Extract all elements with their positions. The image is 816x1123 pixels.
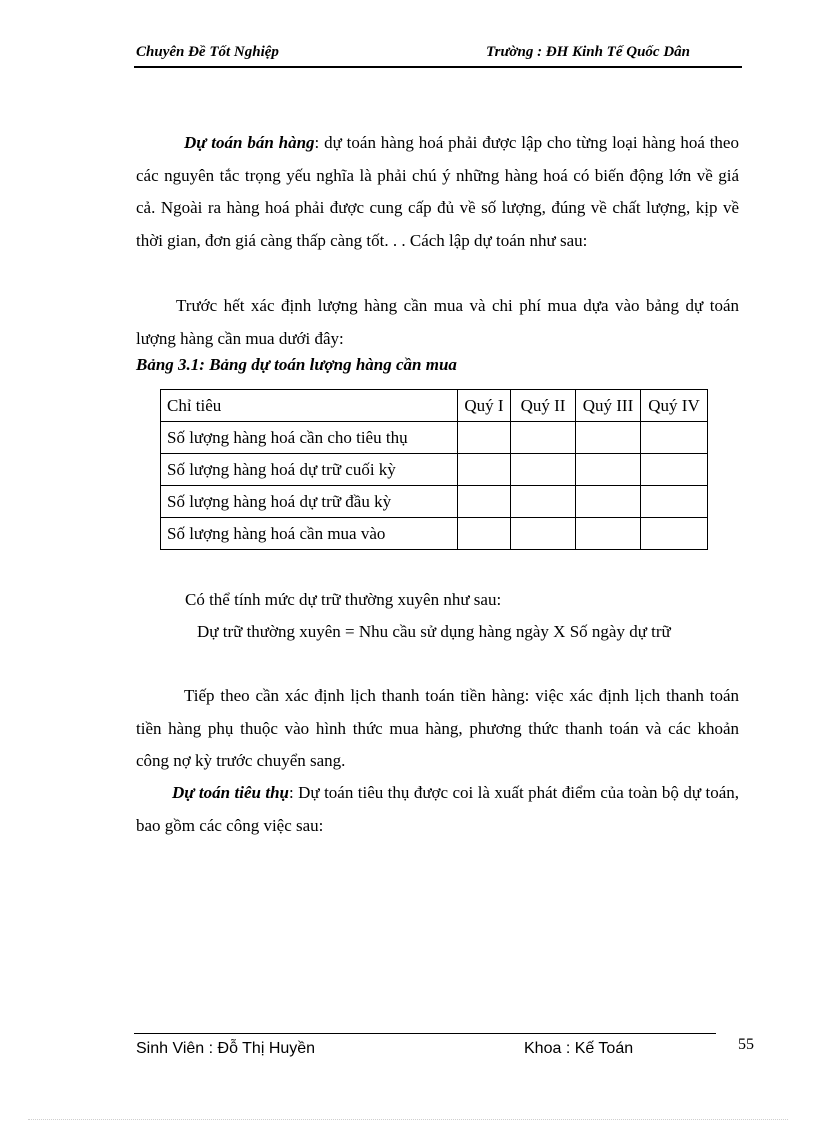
page-bottom-border xyxy=(28,1119,788,1120)
term-consumption-budget: Dự toán tiêu thụ xyxy=(172,783,289,802)
term-sales-budget: Dự toán bán hàng xyxy=(184,133,315,152)
table-cell xyxy=(511,518,576,550)
reserve-intro-line: Có thể tính mức dự trữ thường xuyên như sau: xyxy=(185,590,502,609)
table-cell xyxy=(511,422,576,454)
table-cell xyxy=(458,518,511,550)
paragraph-consumption-budget-text: : Dự toán tiêu thụ được coi là xuất phát điểm của toàn bộ dự toán, bao gồm các công việc sau: xyxy=(136,783,739,835)
footer-divider xyxy=(134,1033,716,1034)
header-cell-indicator: Chỉ tiêu xyxy=(161,390,458,422)
footer-student: Sinh Viên : Đỗ Thị Huyền xyxy=(136,1040,316,1057)
reserve-formula: Dự trữ thường xuyên = Nhu cầu sử dụng hàng ngày X Số ngày dự trữ xyxy=(197,622,671,641)
header-cell-q3: Quý III xyxy=(576,390,641,422)
header-cell-q1: Quý I xyxy=(458,390,511,422)
footer-faculty: Khoa : Kế Toán xyxy=(524,1040,634,1057)
header-cell-q2: Quý II xyxy=(511,390,576,422)
table-cell xyxy=(576,486,641,518)
paragraph-sales-budget xyxy=(136,127,739,257)
paragraph-payment-schedule: Tiếp theo cần xác định lịch thanh toán tiền hàng: việc xác định lịch thanh toán tiền hàng phụ thuộc vào hình thức mua hàng, phương thức thanh toán và các khoản công nợ kỳ trước chuyển sang. xyxy=(136,686,739,770)
purchase-budget-table xyxy=(160,389,708,550)
table-caption: Bảng 3.1: Bảng dự toán lượng hàng cần mua xyxy=(136,355,457,374)
table-cell xyxy=(576,454,641,486)
paragraph-consumption-budget xyxy=(136,777,739,842)
table-cell xyxy=(641,422,708,454)
paragraph-purchase-intro: Trước hết xác định lượng hàng cần mua và chi phí mua dựa vào bảng dự toán lượng hàng cần mua dưới đây: xyxy=(136,296,739,348)
header-title-left: Chuyên Đề Tốt Nghiệp xyxy=(136,44,279,60)
table-header-row xyxy=(161,390,708,422)
row-label: Số lượng hàng hoá dự trữ đầu kỳ xyxy=(161,486,458,518)
table-row xyxy=(161,454,708,486)
table-cell xyxy=(458,422,511,454)
table-cell xyxy=(458,454,511,486)
page-number: 55 xyxy=(738,1036,754,1053)
table-cell xyxy=(511,454,576,486)
table-cell xyxy=(576,422,641,454)
table-row xyxy=(161,422,708,454)
table-row xyxy=(161,518,708,550)
header-divider xyxy=(134,66,742,68)
table-cell xyxy=(641,486,708,518)
table-cell xyxy=(511,486,576,518)
row-label: Số lượng hàng hoá cần cho tiêu thụ xyxy=(161,422,458,454)
header-cell-q4: Quý IV xyxy=(641,390,708,422)
table-cell xyxy=(458,486,511,518)
header-title-right: Trường : ĐH Kinh Tế Quốc Dân xyxy=(486,44,691,60)
table-cell xyxy=(641,518,708,550)
table-cell xyxy=(576,518,641,550)
row-label: Số lượng hàng hoá cần mua vào xyxy=(161,518,458,550)
table-cell xyxy=(641,454,708,486)
table-row xyxy=(161,486,708,518)
paragraph-sales-budget-text: : dự toán hàng hoá phải được lập cho từng loại hàng hoá theo các nguyên tắc trọng yếu nghĩa là phải chú ý những hàng hoá có biến động lớn về giá cả. Ngoài ra hàng hoá phải được cung cấp đủ về số lượng, đúng về chất lượng, kịp về thời gian, đơn giá càng thấp càng tốt. . . Cách lập dự toán như sau: xyxy=(136,133,739,250)
row-label: Số lượng hàng hoá dự trữ cuối kỳ xyxy=(161,454,458,486)
